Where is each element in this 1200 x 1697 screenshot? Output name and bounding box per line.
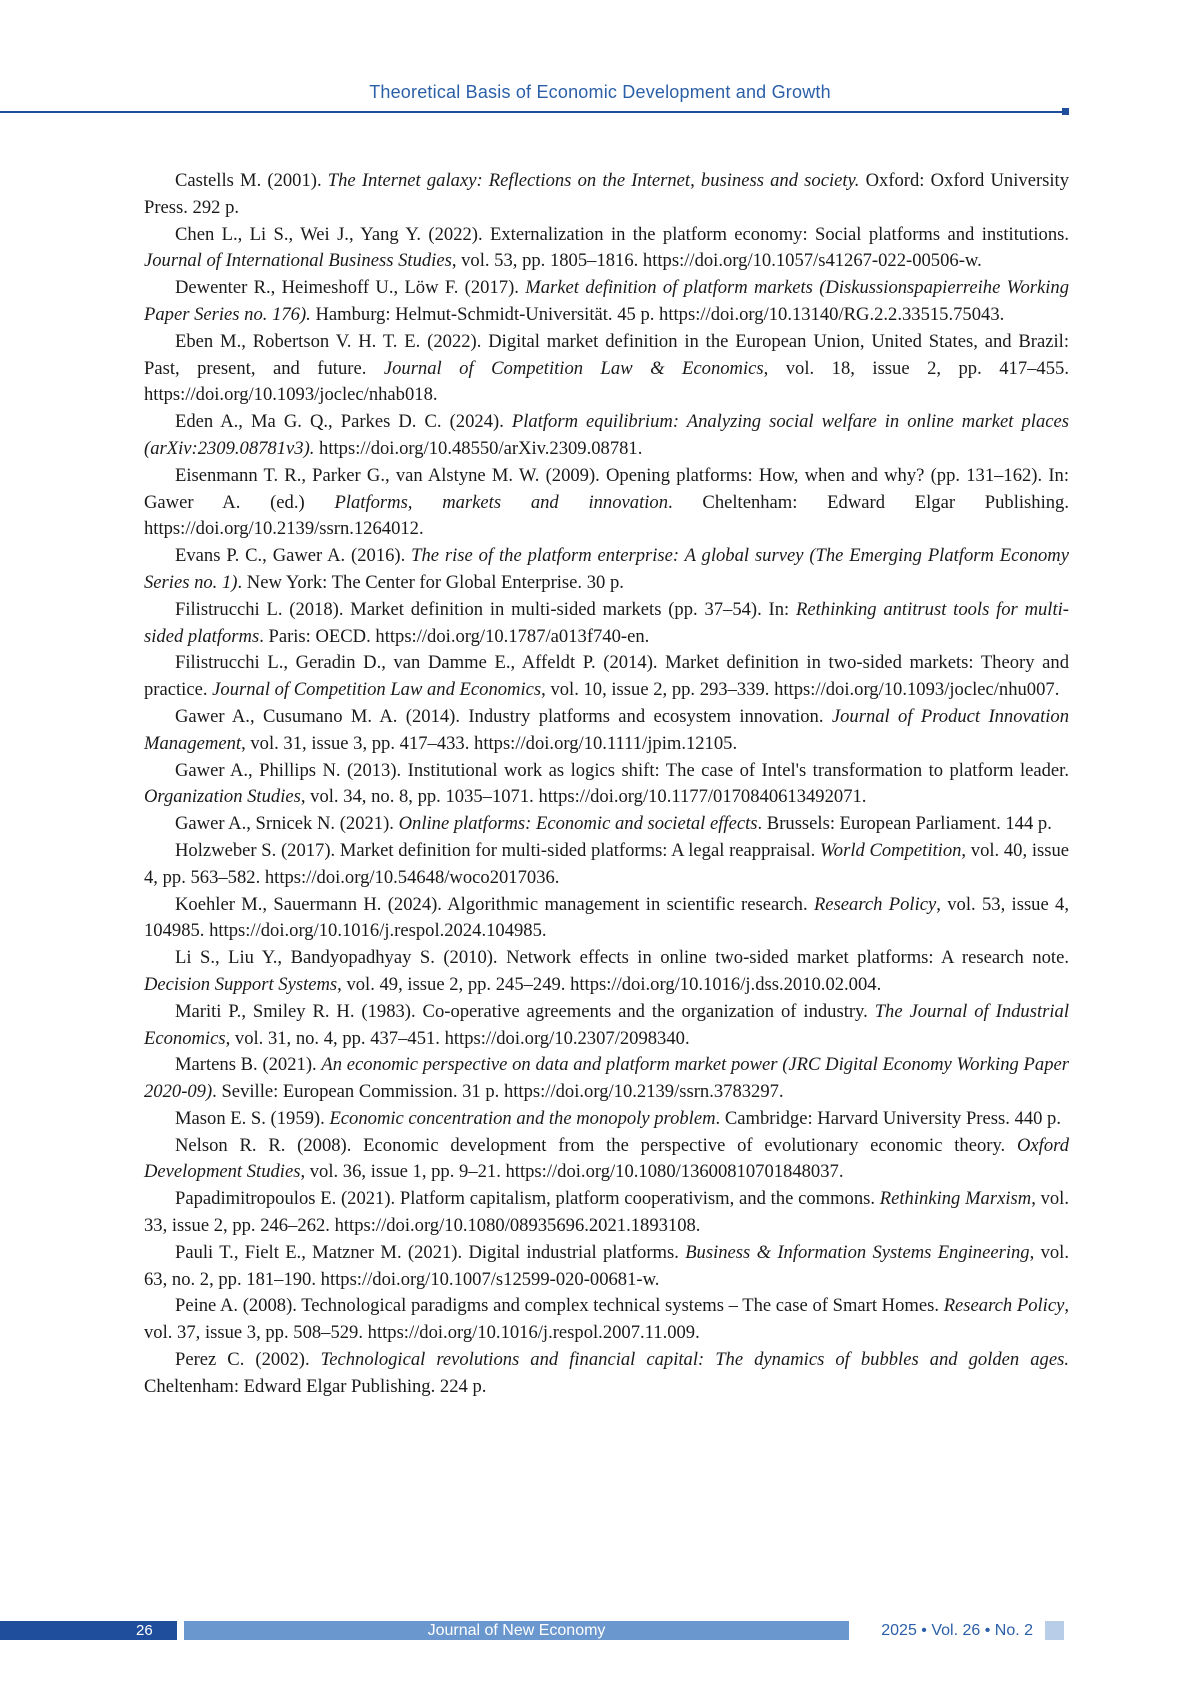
reference-italic-segment: Online platforms: Economic and societal effects [399,813,758,834]
reference-text-segment: , vol. 53, pp. 1805–1816. https://doi.org/10.1057/s41267-022-00506-w. [452,250,982,271]
reference-list [144,168,1069,1401]
reference-text-segment: Filistrucchi L., Geradin D., van Damme E., Affeldt P. (2014). Market definition in two-sided markets: Theory and practice. [144,652,1069,700]
reference-text-segment: Li S., Liu Y., Bandyopadhyay S. (2010). Network effects in online two-sided market platforms: A research note. [175,947,1069,968]
reference-text-segment: Oxford: Oxford University Press. 292 p. [144,170,1069,218]
reference-entry [144,1106,1069,1133]
reference-entry [144,168,1069,222]
reference-italic-segment: The rise of the platform enterprise: A global survey (The Emerging Platform Economy Series no. 1) [144,545,1069,593]
reference-entry [144,1052,1069,1106]
reference-entry [144,758,1069,812]
reference-text-segment: Filistrucchi L. (2018). Market definition in multi-sided markets (pp. 37–54). In: [175,599,796,620]
footer-square-marker [1045,1621,1064,1640]
reference-italic-segment: Organization Studies [144,786,301,807]
reference-text-segment: . Cheltenham: Edward Elgar Publishing. https://doi.org/10.2139/ssrn.1264012. [144,492,1069,540]
reference-entry [144,597,1069,651]
reference-text-segment: , vol. 33, issue 2, pp. 246–262. https://doi.org/10.1080/08935696.2021.1893108. [144,1188,1069,1236]
reference-italic-segment: Research Policy [814,894,936,915]
reference-text-segment: Castells M. (2001). [175,170,328,191]
reference-italic-segment: An economic perspective on data and platform market power (JRC Digital Economy Working Paper 2020-09) [144,1054,1069,1102]
reference-text-segment: , vol. 63, no. 2, pp. 181–190. https://doi.org/10.1007/s12599-020-00681-w. [144,1242,1069,1290]
reference-text-segment: , vol. 49, issue 2, pp. 245–249. https://doi.org/10.1016/j.dss.2010.02.004. [337,974,881,995]
reference-italic-segment: Business & Information Systems Engineering [685,1242,1029,1263]
reference-italic-segment: Market definition of platform markets (Diskussionspapierreihe Working Paper Series no. 176). [144,277,1069,325]
footer-issue-info: 2025 • Vol. 26 • No. 2 [858,1621,1033,1640]
reference-text-segment: Nelson R. R. (2008). Economic development from the perspective of evolutionary economic theory. [175,1135,1017,1156]
header-rule [0,111,1065,113]
reference-italic-segment: Journal of International Business Studies [144,250,452,271]
reference-entry [144,892,1069,946]
reference-entry [144,838,1069,892]
reference-text-segment: , vol. 31, issue 3, pp. 417–433. https://doi.org/10.1111/jpim.12105. [241,733,737,754]
reference-text-segment: , vol. 31, no. 4, pp. 437–451. https://doi.org/10.2307/2098340. [226,1028,690,1049]
reference-entry [144,1240,1069,1294]
reference-italic-segment: Rethinking Marxism [880,1188,1031,1209]
reference-text-segment: Peine A. (2008). Technological paradigms and complex technical systems – The case of Smart Homes. [175,1295,944,1316]
reference-text-segment: Gawer A., Cusumano M. A. (2014). Industry platforms and ecosystem innovation. [175,706,832,727]
reference-text-segment: Eden A., Ma G. Q., Parkes D. C. (2024). [175,411,512,432]
reference-italic-segment: Economic concentration and the monopoly problem [329,1108,715,1129]
reference-text-segment: Koehler M., Sauermann H. (2024). Algorithmic management in scientific research. [175,894,814,915]
reference-text-segment: Eisenmann T. R., Parker G., van Alstyne M. W. (2009). Opening platforms: How, when and why? (pp. 131–162). In: Gawer A. (ed.) [144,465,1069,513]
reference-italic-segment: Platform equilibrium: Analyzing social welfare in online market places (arXiv:2309.08781v3). [144,411,1069,459]
reference-entry [144,811,1069,838]
reference-italic-segment: Platforms, markets and innovation [334,492,668,513]
reference-text-segment: Martens B. (2021). [175,1054,321,1075]
reference-entry [144,275,1069,329]
reference-entry [144,650,1069,704]
reference-text-segment: Mariti P., Smiley R. H. (1983). Co-operative agreements and the organization of industry. [175,1001,875,1022]
reference-entry [144,704,1069,758]
reference-text-segment: Gawer A., Phillips N. (2013). Institutional work as logics shift: The case of Intel's transformation to platform leader. [175,760,1069,781]
reference-text-segment: . Cambridge: Harvard University Press. 440 p. [716,1108,1061,1129]
reference-entry [144,1133,1069,1187]
reference-text-segment: , vol. 37, issue 3, pp. 508–529. https://doi.org/10.1016/j.respol.2007.11.009. [144,1295,1069,1343]
running-title: Theoretical Basis of Economic Development and Growth [0,82,1200,103]
page-number: 26 [136,1621,176,1640]
reference-text-segment: , vol. 18, issue 2, pp. 417–455. https://doi.org/10.1093/joclec/nhab018. [144,358,1069,406]
reference-text-segment: Perez C. (2002). [175,1349,321,1370]
header-rule-end-marker [1062,108,1069,115]
reference-entry [144,543,1069,597]
reference-text-segment: . New York: The Center for Global Enterprise. 30 p. [237,572,623,593]
reference-text-segment: Gawer A., Srnicek N. (2021). [175,813,399,834]
reference-text-segment: , vol. 40, issue 4, pp. 563–582. https://doi.org/10.54648/woco2017036. [144,840,1069,888]
reference-text-segment: Pauli T., Fielt E., Matzner M. (2021). Digital industrial platforms. [175,1242,685,1263]
reference-text-segment: . Seville: European Commission. 31 p. https://doi.org/10.2139/ssrn.3783297. [212,1081,783,1102]
reference-text-segment: Chen L., Li S., Wei J., Yang Y. (2022). Externalization in the platform economy: Social platforms and institutions. [175,224,1069,245]
reference-text-segment: , vol. 36, issue 1, pp. 9–21. https://doi.org/10.1080/13600810701848037. [300,1161,843,1182]
reference-text-segment: Hamburg: Helmut-Schmidt-Universität. 45 p. https://doi.org/10.13140/RG.2.2.33515.75043. [311,304,1004,325]
reference-text-segment: , vol. 53, issue 4, 104985. https://doi.org/10.1016/j.respol.2024.104985. [144,894,1069,942]
reference-text-segment: https://doi.org/10.48550/arXiv.2309.08781. [314,438,642,459]
reference-italic-segment: The Internet galaxy: Reflections on the Internet, business and society. [328,170,860,191]
reference-text-segment: Mason E. S. (1959). [175,1108,329,1129]
reference-italic-segment: World Competition [820,840,961,861]
reference-italic-segment: Oxford Development Studies [144,1135,1069,1183]
reference-entry [144,222,1069,276]
reference-italic-segment: Technological revolutions and financial capital: The dynamics of bubbles and golden ages. [321,1349,1069,1370]
reference-entry [144,329,1069,409]
reference-italic-segment: Decision Support Systems [144,974,337,995]
reference-entry [144,1186,1069,1240]
footer-journal-name: Journal of New Economy [184,1621,849,1640]
reference-text-segment: Holzweber S. (2017). Market definition for multi-sided platforms: A legal reappraisal. [175,840,820,861]
reference-text-segment: Eben M., Robertson V. H. T. E. (2022). Digital market definition in the European Union, United States, and Brazil: Past, present, and future. [144,331,1069,379]
reference-text-segment: , vol. 10, issue 2, pp. 293–339. https://doi.org/10.1093/joclec/nhu007. [541,679,1059,700]
reference-italic-segment: Journal of Competition Law and Economics [212,679,541,700]
reference-text-segment: Dewenter R., Heimeshoff U., Löw F. (2017). [175,277,525,298]
reference-entry [144,463,1069,543]
reference-entry [144,945,1069,999]
reference-text-segment: , vol. 34, no. 8, pp. 1035–1071. https://doi.org/10.1177/0170840613492071. [301,786,867,807]
reference-entry [144,409,1069,463]
reference-italic-segment: Journal of Competition Law & Economics [384,358,764,379]
reference-text-segment: . Paris: OECD. https://doi.org/10.1787/a013f740-en. [259,626,649,647]
reference-italic-segment: Research Policy [944,1295,1065,1316]
reference-text-segment: Evans P. C., Gawer A. (2016). [175,545,411,566]
reference-italic-segment: The Journal of Industrial Economics [144,1001,1069,1049]
reference-text-segment: Cheltenham: Edward Elgar Publishing. 224 p. [144,1376,486,1397]
reference-italic-segment: Rethinking antitrust tools for multi-sided platforms [144,599,1069,647]
reference-text-segment: . Brussels: European Parliament. 144 p. [758,813,1052,834]
reference-text-segment: Papadimitropoulos E. (2021). Platform capitalism, platform cooperativism, and the commons. [175,1188,880,1209]
reference-entry [144,1293,1069,1347]
reference-entry [144,999,1069,1053]
reference-entry [144,1347,1069,1401]
reference-italic-segment: Journal of Product Innovation Management [144,706,1069,754]
